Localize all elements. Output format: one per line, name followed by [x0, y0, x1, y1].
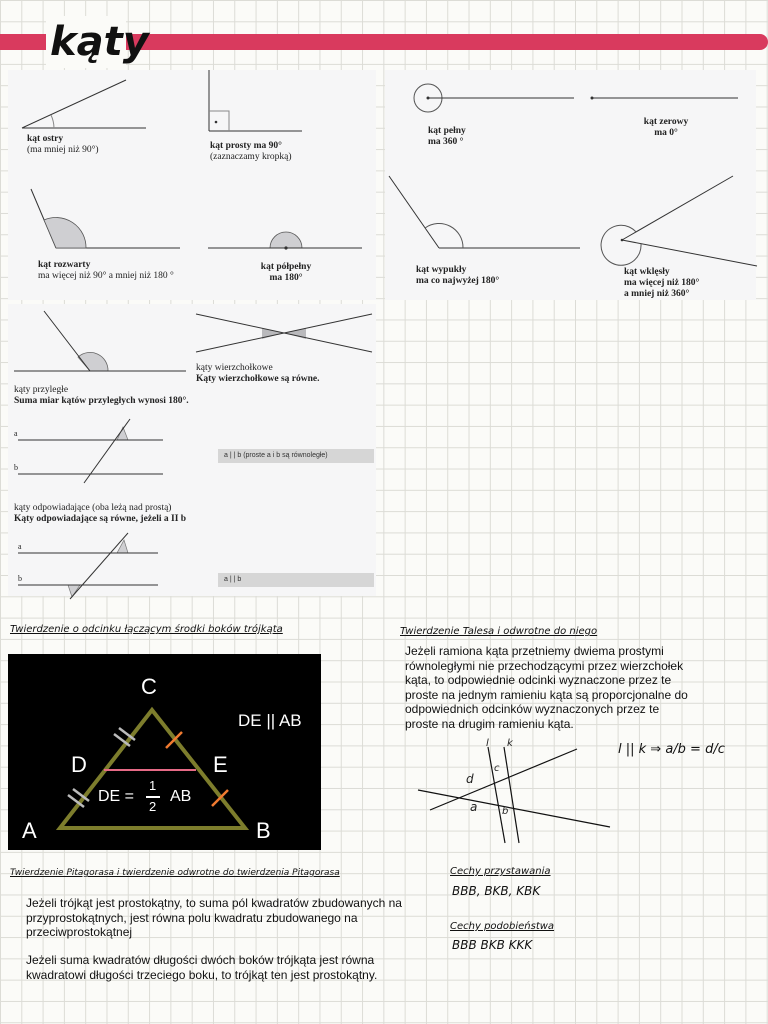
- formula-num: 1: [149, 778, 157, 793]
- tales-label-a: a: [470, 800, 478, 814]
- vertex-a: A: [22, 818, 37, 843]
- tales-label-k: k: [507, 738, 513, 749]
- tales-label-l: l: [486, 738, 489, 749]
- label-katy-wierzcholkowe: kąty wierzchołkowe Kąty wierzchołkowe są równe.: [196, 363, 320, 384]
- formula-den: 2: [149, 799, 157, 814]
- label-kat-zerowy: kąt zerowy ma 0°: [643, 117, 689, 138]
- pitagoras-heading: Twierdzenie Pitagorasa i twierdzenie odwrotne do twierdzenia Pitagorasa: [10, 868, 340, 878]
- tales-label-d: d: [466, 772, 474, 786]
- label-kat-wklesly: kąt wklęsły ma więcej niż 180° a mniej niż 360°: [624, 267, 700, 299]
- label-line-b: b: [14, 463, 18, 472]
- vertex-c: C: [141, 674, 157, 699]
- parallel-short-bar: a | | b: [218, 573, 374, 587]
- formula-left: DE =: [98, 788, 135, 805]
- midsegment-heading: Twierdzenie o odcinku łączącym środki boków trójkąta: [10, 624, 283, 635]
- cechy-przystawania-list: BBB, BKB, KBK: [452, 884, 541, 898]
- cechy-przystawania-heading: Cechy przystawania: [450, 866, 551, 877]
- parallel-statement: DE || AB: [238, 711, 302, 730]
- tales-text: Jeżeli ramiona kąta przetniemy dwiema prostymi równoległymi nie przechodzącymi przez wierzchołek kąta, to odpowiednie odcinki wyznaczone przez te proste na jednym ramieniu kąta są proporcjonalne do odpowiednich odcinków wyznaczonych przez te proste na drugim ramieniu kąta.: [405, 644, 688, 731]
- tales-label-b: b: [502, 806, 509, 817]
- vertex-e: E: [213, 752, 228, 777]
- label-kat-ostry: kąt ostry (ma mniej niż 90°): [27, 134, 99, 155]
- label-kat-polpelny: kąt półpełny ma 180°: [260, 262, 312, 283]
- parallel-note-bar: a | | b (proste a i b są równoległe): [218, 449, 374, 463]
- label-line-b-2: b: [18, 574, 22, 583]
- page-title: kąty: [46, 16, 126, 68]
- pitagoras-paragraph-1: Jeżeli trójkąt jest prostokątny, to suma pól kwadratów zbudowanych na przyprostokątnych, jest równa polu kwadratu zbudowanego na przeciwprostokątnej: [26, 896, 402, 939]
- label-katy-przylegle: kąty przyległe Suma miar kątów przyległych wynosi 180°.: [14, 385, 189, 406]
- pitagoras-paragraph-2: Jeżeli suma kwadratów długości dwóch boków trójkąta jest równa kwadratowi długości trzeciego boku, to trójkąt ten jest prostokątny.: [26, 953, 378, 982]
- tales-formula: l || k ⇒ a/b = d/c: [618, 742, 725, 757]
- label-kat-prosty: kąt prosty ma 90° (zaznaczamy kropką): [210, 141, 292, 162]
- label-katy-odpowiadajace: kąty odpowiadające (oba leżą nad prostą) Kąty odpowiadające są równe, jeżeli a II b: [14, 503, 187, 524]
- vertex-b: B: [256, 818, 271, 843]
- tales-label-c: c: [494, 763, 500, 774]
- formula-right: AB: [170, 788, 192, 805]
- label-line-a-2: a: [18, 542, 22, 551]
- cechy-podobienstwa-list: BBB BKB KKK: [452, 938, 533, 952]
- label-line-a: a: [14, 429, 18, 438]
- label-kat-rozwarty: kąt rozwarty ma więcej niż 90° a mniej niż 180 °: [38, 260, 174, 281]
- label-kat-pelny: kąt pełny ma 360 °: [428, 126, 466, 147]
- cechy-podobienstwa-heading: Cechy podobieństwa: [450, 921, 555, 932]
- tales-heading: Twierdzenie Talesa i odwrotne do niego: [400, 626, 598, 637]
- label-kat-wypukly: kąt wypukły ma co najwyżej 180°: [416, 265, 500, 286]
- vertex-d: D: [71, 752, 87, 777]
